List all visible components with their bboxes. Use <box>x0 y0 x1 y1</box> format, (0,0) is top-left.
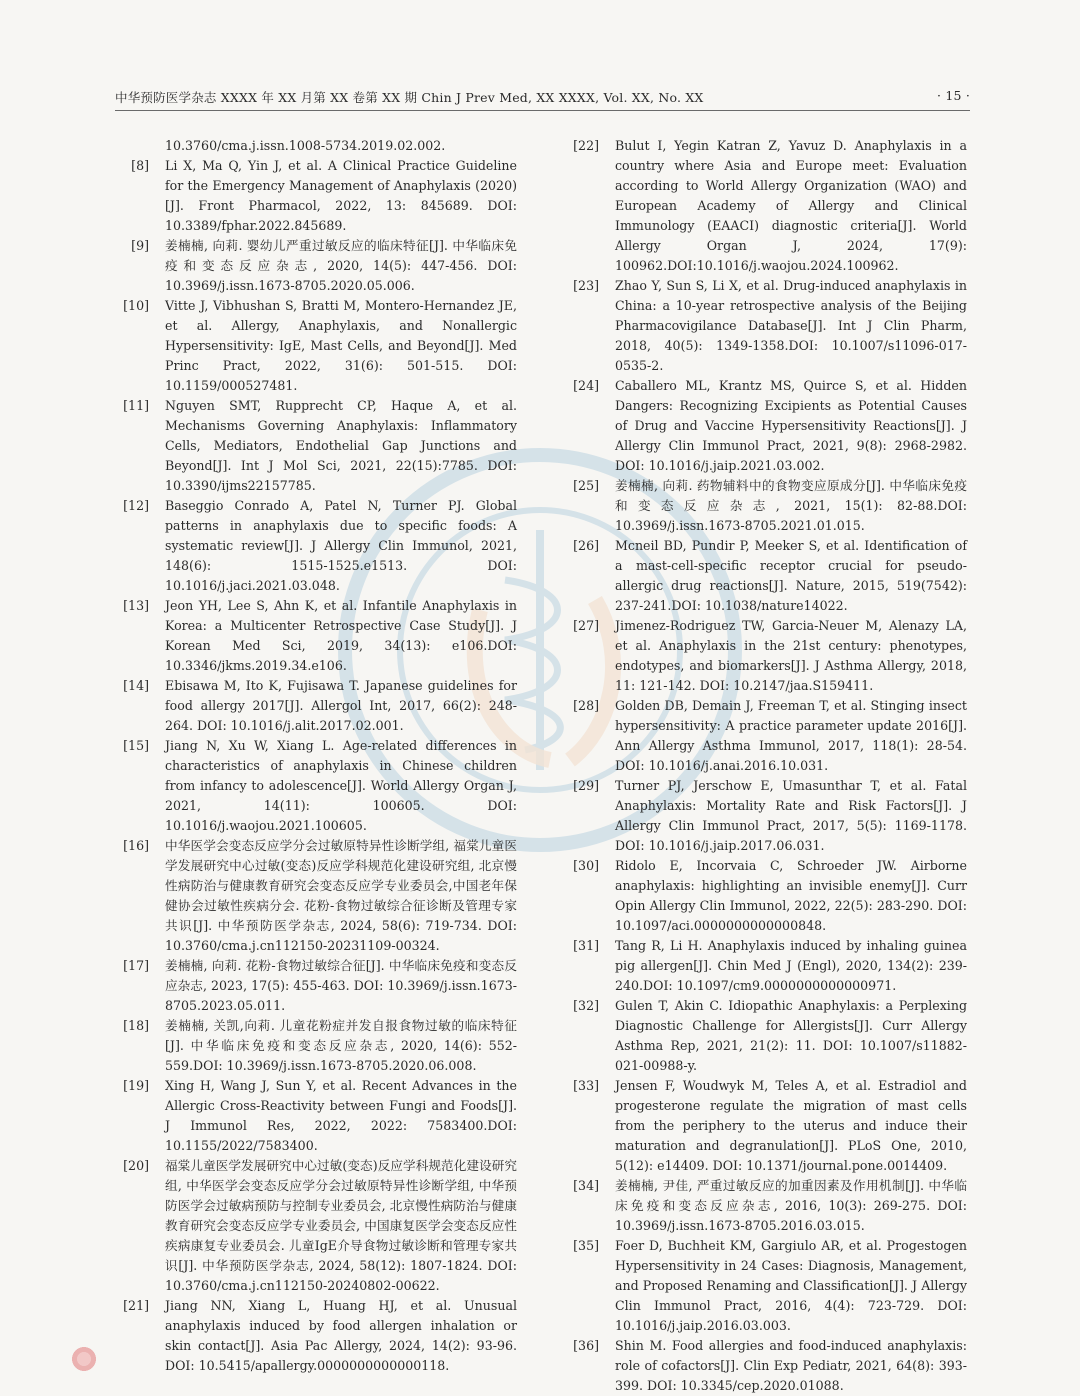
reference-text: Ebisawa M, Ito K, Fujisawa T. Japanese guidelines for food allergy 2017[J]. Allergol Int, 2017, 66(2): 248-264. DOI: 10.1016/j.alit.2017.02.001. <box>165 678 517 733</box>
reference-text: Li X, Ma Q, Yin J, et al. A Clinical Practice Guideline for the Emergency Management of Anaphylaxis (2020) [J]. Front Pharmacol, 2022, 13: 845689. DOI: 10.3389/fphar.2022.845689. <box>165 158 517 233</box>
reference-item <box>565 376 967 476</box>
reference-text: Jensen F, Woudwyk M, Teles A, et al. Estradiol and progesterone regulate the migration of mast cells from the periphery to the uterus and induce their maturation and degranulation[J]. PLoS One, 2010, 5(12): e14409. DOI: 10.1371/journal.pone.0014409. <box>615 1078 967 1173</box>
reference-item <box>565 616 967 696</box>
reference-text: Xing H, Wang J, Sun Y, et al. Recent Advances in the Allergic Cross-Reactivity between Fungi and Foods[J]. J Immunol Res, 2022, 2022: 7583400.DOI: 10.1155/2022/7583400. <box>165 1078 517 1153</box>
reference-number: [33] <box>573 1078 599 1093</box>
reference-item <box>115 676 517 736</box>
reference-item <box>565 996 967 1076</box>
reference-text: Jiang N, Xu W, Xiang L. Age-related differences in characteristics of anaphylaxis in Chinese children from infancy to adolescence[J]. World Allergy Organ J, 2021, 14(11): 100605. DOI: 10.1016/j.waojou.2021.100605. <box>165 738 517 833</box>
reference-number: [26] <box>573 538 599 553</box>
reference-item <box>565 1236 967 1336</box>
reference-text: Gulen T, Akin C. Idiopathic Anaphylaxis: a Perplexing Diagnostic Challenge for Allergists[J]. Curr Allergy Asthma Rep, 2021, 21(2): 11. DOI: 10.1007/s11882-021-00988-y. <box>615 998 967 1073</box>
reference-number: [14] <box>123 678 149 693</box>
reference-text: Nguyen SMT, Rupprecht CP, Haque A, et al. Mechanisms Governing Anaphylaxis: Inflammatory Cells, Mediators, Endothelial Gap Junctions and Beyond[J]. Int J Mol Sci, 2021, 22(15):7785. DOI: 10.3390/ijms22157785. <box>165 398 517 493</box>
reference-item <box>565 696 967 776</box>
reference-item <box>565 776 967 856</box>
reference-item <box>115 296 517 396</box>
reference-text: Bulut I, Yegin Katran Z, Yavuz D. Anaphylaxis in a country where Asia and Europe meet: Evaluation according to World Allergy Organization (WAO) and European Academy of Allergy and Clinical Immunology (EAACI) diagnostic criteria[J]. World Allergy Organ J, 2024, 17(9): 100962.DOI:10.1016/j.waojou.2024.100962. <box>615 138 967 273</box>
reference-number: [17] <box>123 958 149 973</box>
reference-text: 姜楠楠, 向莉. 花粉-食物过敏综合征[J]. 中华临床免疫和变态反应杂志, 2023, 17(5): 455-463. DOI: 10.3969/j.issn.1673-8705.2023.05.011. <box>165 958 517 1013</box>
reference-number: [11] <box>123 398 149 413</box>
journal-header-text: 中华预防医学杂志 XXXX 年 XX 月第 XX 卷第 XX 期 Chin J Prev Med, XX XXXX, Vol. XX, No. XX <box>115 90 704 105</box>
reference-number: [21] <box>123 1298 149 1313</box>
reference-text: 姜楠楠, 尹佳, 严重过敏反应的加重因素及作用机制[J]. 中华临床免疫和变态反应杂志, 2016, 10(3): 269-275. DOI: 10.3969/j.issn.1673-8705.2016.03.015. <box>615 1178 967 1233</box>
reference-text: Jiang NN, Xiang L, Huang HJ, et al. Unusual anaphylaxis induced by food allergen inhalation or skin contact[J]. Asia Pac Allergy, 2024, 14(2): 93-96. DOI: 10.5415/apallergy.0000000000000118. <box>165 1298 517 1373</box>
reference-number: [9] <box>131 238 149 253</box>
reference-item <box>115 836 517 956</box>
reference-number: [15] <box>123 738 149 753</box>
reference-number: [10] <box>123 298 149 313</box>
reference-item <box>115 496 517 596</box>
reference-text: Shin M. Food allergies and food-induced anaphylaxis: role of cofactors[J]. Clin Exp Pediatr, 2021, 64(8): 393-399. DOI: 10.3345/cep.2020.01088. <box>615 1338 967 1393</box>
reference-text: Jeon YH, Lee S, Ahn K, et al. Infantile Anaphylaxis in Korea: a Multicenter Retrospective Case Study[J]. J Korean Med Sci, 2019, 34(13): e106.DOI: 10.3346/jkms.2019.34.e106. <box>165 598 517 673</box>
references-left-column <box>115 136 517 1376</box>
publisher-logo <box>70 1345 106 1373</box>
reference-item <box>115 1296 517 1376</box>
reference-text: Caballero ML, Krantz MS, Quirce S, et al. Hidden Dangers: Recognizing Excipients as Potential Causes of Drug and Vaccine Hypersensitivity Reactions[J]. J Allergy Clin Immunol Pract, 2021, 9(8): 2968-2982. DOI: 10.1016/j.jaip.2021.03.002. <box>615 378 967 473</box>
reference-text: 姜楠楠, 关凯,向莉. 儿童花粉症并发自报食物过敏的临床特征 [J]. 中华临床免疫和变态反应杂志, 2020, 14(6): 552-559.DOI: 10.3969/j.issn.1673-8705.2020.06.008. <box>165 1018 517 1073</box>
reference-item <box>115 1016 517 1076</box>
reference-item <box>565 856 967 936</box>
reference-item <box>115 736 517 836</box>
reference-number: [23] <box>573 278 599 293</box>
reference-number: [30] <box>573 858 599 873</box>
reference-text: Foer D, Buchheit KM, Gargiulo AR, et al. Progestogen Hypersensitivity in 24 Cases: Diagnosis, Management, and Proposed Renaming and Classification[J]. J Allergy Clin Immunol Pract, 2016, 4(4): 723-729. DOI: 10.1016/j.jaip.2016.03.003. <box>615 1238 967 1333</box>
reference-text: 福棠儿童医学发展研究中心过敏(变态)反应学科规范化建设研究组, 中华医学会变态反应学分会过敏原特异性诊断学组, 中华预防医学会过敏病预防与控制专业委员会, 北京慢性病防治与健康教育研究会变态反应学专业委员会, 中国康复医学会变态反应性疾病康复专业委员会. 儿童IgE介导食物过敏诊断和管理专家共识[J]. 中华预防医学杂志, 2024, 58(12): 1807-1824. DOI: 10.3760/cma.j.cn112150-20240802-00622. <box>165 1158 517 1293</box>
reference-number: [31] <box>573 938 599 953</box>
reference-text: 姜楠楠, 向莉. 药物辅料中的食物变应原成分[J]. 中华临床免疫和变态反应杂志, 2021, 15(1): 82-88.DOI: 10.3969/j.issn.1673-8705.2021.01.015. <box>615 478 967 533</box>
reference-text: Tang R, Li H. Anaphylaxis induced by inhaling guinea pig allergen[J]. Chin Med J (Engl), 2020, 134(2): 239-240.DOI: 10.1097/cm9.0000000000000971. <box>615 938 967 993</box>
reference-text: Jimenez-Rodriguez TW, Garcia-Neuer M, Alenazy LA, et al. Anaphylaxis in the 21st century: phenotypes, endotypes, and biomarkers[J]. J Asthma Allergy, 2018, 11: 121-142. DOI: 10.2147/jaa.S159411. <box>615 618 967 693</box>
reference-item <box>115 596 517 676</box>
reference-item <box>565 476 967 536</box>
reference-number: [27] <box>573 618 599 633</box>
reference-text: Golden DB, Demain J, Freeman T, et al. Stinging insect hypersensitivity: A practice parameter update 2016[J]. Ann Allergy Asthma Immunol, 2017, 118(1): 28-54. DOI: 10.1016/j.anai.2016.10.031. <box>615 698 967 773</box>
reference-text: Zhao Y, Sun S, Li X, et al. Drug-induced anaphylaxis in China: a 10-year retrospective analysis of the Beijing Pharmacovigilance Database[J]. Int J Clin Pharm, 2018, 40(5): 1349-1358.DOI: 10.1007/s11096-017-0535-2. <box>615 278 967 373</box>
reference-item <box>115 156 517 236</box>
reference-text: 姜楠楠, 向莉. 婴幼儿严重过敏反应的临床特征[J]. 中华临床免疫和变态反应杂志, 2020, 14(5): 447-456. DOI: 10.3969/j.issn.1673-8705.2020.05.006. <box>165 238 517 293</box>
reference-item <box>115 1076 517 1156</box>
reference-number: [22] <box>573 138 599 153</box>
reference-item <box>115 1156 517 1296</box>
page-number: · 15 · <box>937 88 970 103</box>
running-header <box>115 86 970 111</box>
references-right-column <box>565 136 967 1396</box>
reference-number: [25] <box>573 478 599 493</box>
reference-text: 10.3760/cma.j.issn.1008-5734.2019.02.002. <box>165 138 446 153</box>
reference-item <box>115 956 517 1016</box>
reference-number: [29] <box>573 778 599 793</box>
reference-number: [24] <box>573 378 599 393</box>
reference-text: Baseggio Conrado A, Patel N, Turner PJ. Global patterns in anaphylaxis due to specific foods: A systematic review[J]. J Allergy Clin Immunol, 2021, 148(6): 1515-1525.e1513. DOI: 10.1016/j.jaci.2021.03.048. <box>165 498 517 593</box>
reference-number: [16] <box>123 838 149 853</box>
reference-item <box>565 536 967 616</box>
reference-item <box>565 1336 967 1396</box>
reference-number: [35] <box>573 1238 599 1253</box>
flower-icon <box>70 1345 98 1373</box>
reference-text: Ridolo E, Incorvaia C, Schroeder JW. Airborne anaphylaxis: highlighting an invisible enemy[J]. Curr Opin Allergy Clin Immunol, 2022, 22(5): 283-290. DOI: 10.1097/aci.0000000000000848. <box>615 858 967 933</box>
reference-item <box>565 936 967 996</box>
reference-text: Vitte J, Vibhushan S, Bratti M, Montero-Hernandez JE, et al. Allergy, Anaphylaxis, and Nonallergic Hypersensitivity: IgE, Mast Cells, and Beyond[J]. Med Princ Pract, 2022, 31(6): 501-515. DOI: 10.1159/000527481. <box>165 298 517 393</box>
reference-item <box>565 1076 967 1176</box>
reference-number: [36] <box>573 1338 599 1353</box>
reference-item <box>565 136 967 276</box>
reference-number: [18] <box>123 1018 149 1033</box>
reference-item <box>115 396 517 496</box>
reference-item <box>115 236 517 296</box>
reference-text: Turner PJ, Jerschow E, Umasunthar T, et al. Fatal Anaphylaxis: Mortality Rate and Risk Factors[J]. J Allergy Clin Immunol Pract, 2017, 5(5): 1169-1178. DOI: 10.1016/j.jaip.2017.06.031. <box>615 778 967 853</box>
reference-number: [19] <box>123 1078 149 1093</box>
reference-item <box>565 276 967 376</box>
reference-item <box>115 136 517 156</box>
reference-text: Mcneil BD, Pundir P, Meeker S, et al. Identification of a mast-cell-specific receptor crucial for pseudo-allergic drug reactions[J]. Nature, 2015, 519(7542): 237-241.DOI: 10.1038/nature14022. <box>615 538 967 613</box>
reference-number: [13] <box>123 598 149 613</box>
reference-number: [8] <box>131 158 149 173</box>
reference-number: [12] <box>123 498 149 513</box>
reference-number: [34] <box>573 1178 599 1193</box>
reference-number: [32] <box>573 998 599 1013</box>
reference-number: [28] <box>573 698 599 713</box>
reference-number: [20] <box>123 1158 149 1173</box>
reference-item <box>565 1176 967 1236</box>
reference-text: 中华医学会变态反应学分会过敏原特异性诊断学组, 福棠儿童医学发展研究中心过敏(变态)反应学科规范化建设研究组, 北京慢性病防治与健康教育研究会变态反应学专业委员会,中国老年保健协会过敏性疾病分会. 花粉-食物过敏综合征诊断及管理专家共识[J]. 中华预防医学杂志, 2024, 58(6): 719-734. DOI: 10.3760/cma.j.cn112150-20231109-00324. <box>165 838 517 953</box>
